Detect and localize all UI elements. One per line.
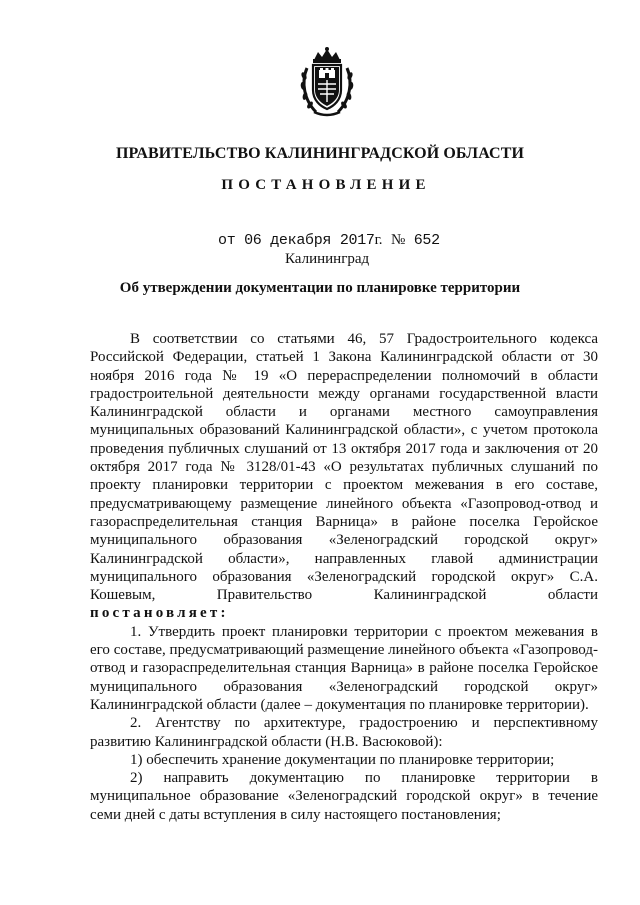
- resolve-word: постановляет:: [90, 605, 229, 622]
- decree-number: 652: [413, 232, 440, 249]
- coat-of-arms-emblem: [298, 46, 356, 118]
- number-sign: №: [390, 232, 405, 248]
- item-1-paragraph: 1. Утвердить проект планировки территории с проектом межевания в его составе, предусматривающий размещение линейного объекта «Газопровод-отвод и газораспределительная станция Варница» в районе поселка Геройское муниципального образования «Зеленоградский городской округ» Калининградской области (далее – документация по планировке территории).: [90, 623, 598, 713]
- item-2-1-paragraph: 1) обеспечить хранение документации по планировке территории;: [130, 751, 555, 768]
- item-2-2-paragraph: 2) направить документацию по планировке территории в муниципальное образование «Зеленоградский городской округ» в течение семи дней с даты вступления в силу настоящего постановления;: [90, 770, 598, 823]
- decree-subject: Об утверждении документации по планировке территории: [119, 280, 521, 296]
- decree-city: Калининград: [285, 251, 370, 267]
- item-2-paragraph: 2. Агентству по архитектуре, градостроению и перспективному развитию Калининградской области (Н.В. Васюковой):: [90, 715, 598, 750]
- document-type: ПОСТАНОВЛЕНИЕ: [221, 177, 431, 193]
- decree-year: 2017: [339, 232, 375, 249]
- decree-date-line: [218, 232, 440, 249]
- government-title: ПРАВИТЕЛЬСТВО КАЛИНИНГРАДСКОЙ ОБЛАСТИ: [115, 145, 525, 162]
- document-body: [90, 330, 598, 824]
- preamble-paragraph: В соответствии со статьями 46, 57 Градостроительного кодекса Российской Федерации, статьей 1 Закона Калининградской области от 30 ноября 2016 года № 19 «О перераспределении полномочий в области градостроительной деятельности между органами государственной власти Калининградской области и органами местного самоуправления муниципальных образований Калининградской области», с учетом протокола проведения публичных слушаний от 13 октября 2017 года и заключения от 20 октября 2017 года № 3128/01-43 «О результатах публичных слушаний по проекту планировки территории с проектом межевания в его составе, предусматривающему размещение линейного объекта «Газопровод-отвод и газораспределительная станция Варница» в районе поселка Геройское муниципального образования «Зеленоградский городской округ» Калининградской области», направленных главой администрации муниципального образования «Зеленоградский городской округ» С.А. Кошевым, Правительство Калининградской области: [90, 331, 598, 604]
- date-prefix: от: [218, 232, 236, 249]
- year-suffix: г.: [374, 232, 383, 248]
- decree-date: 06 декабря: [244, 232, 332, 249]
